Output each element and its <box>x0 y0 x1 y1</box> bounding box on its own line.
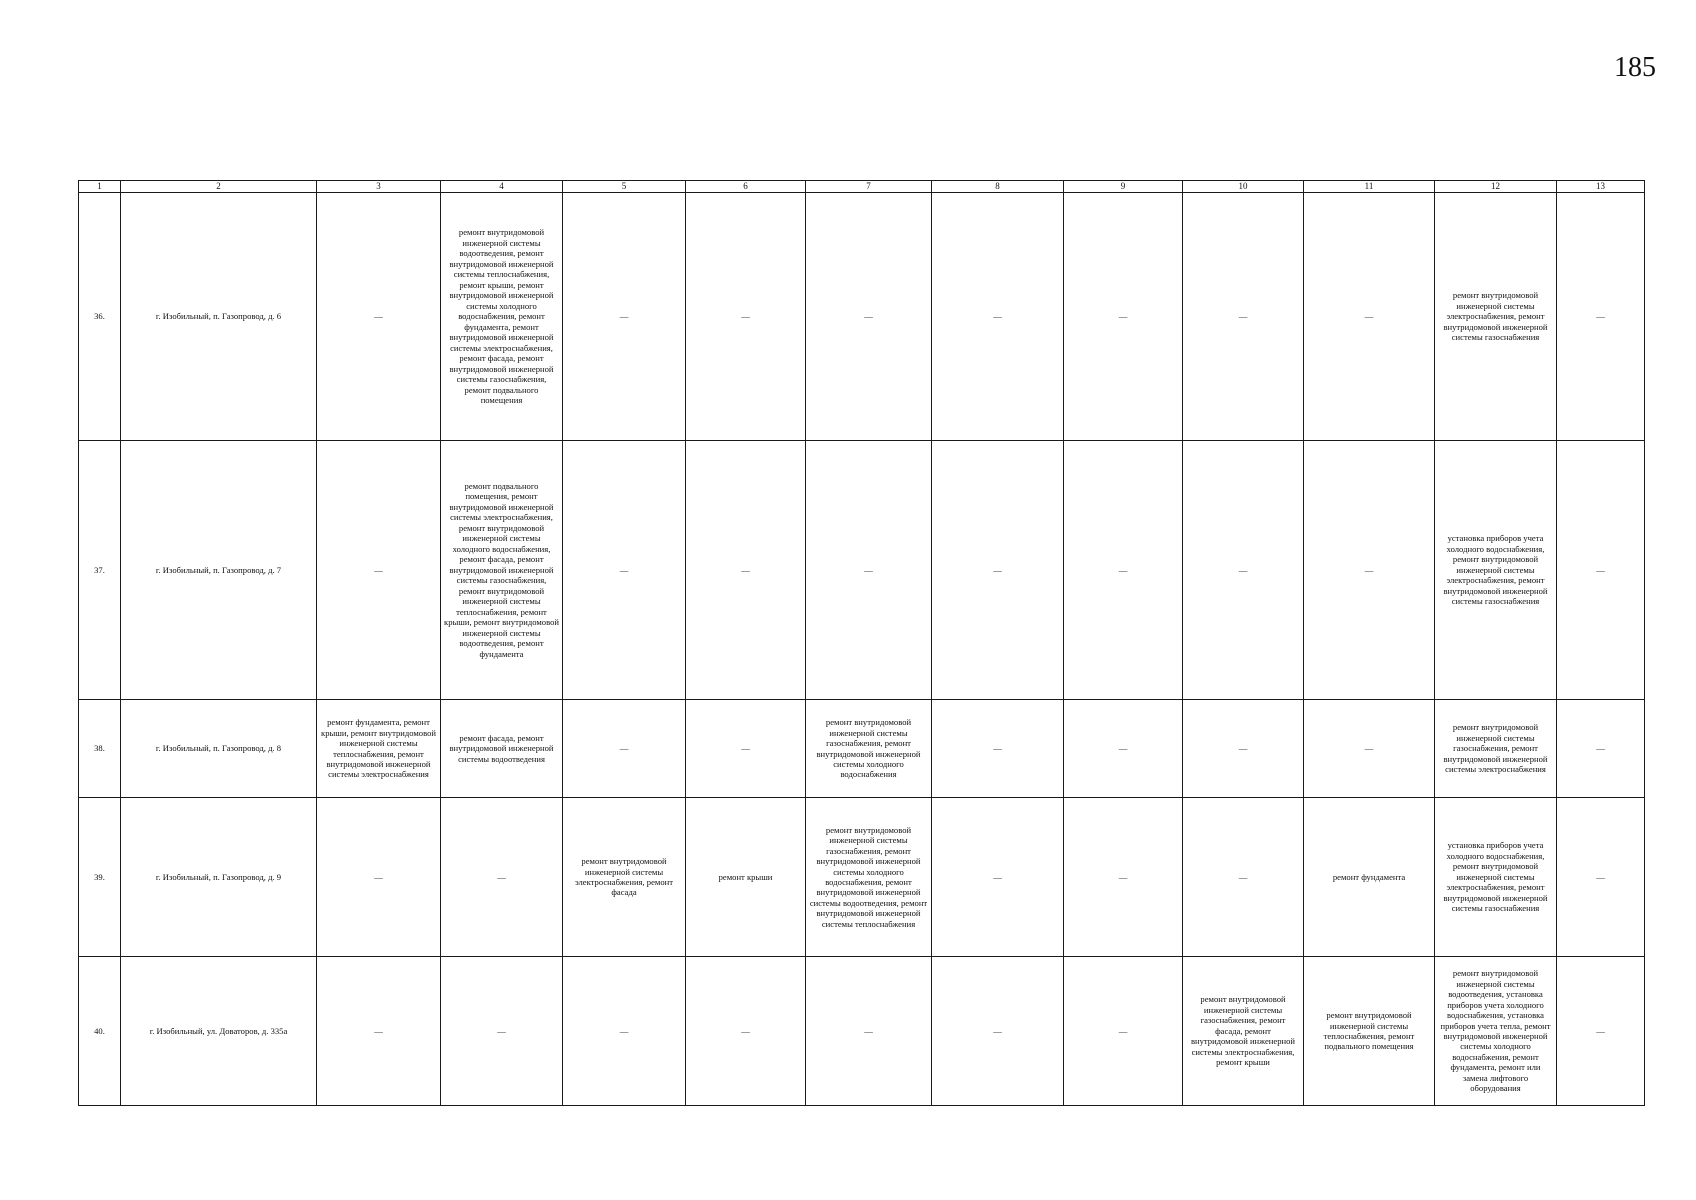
work-cell: — <box>1304 441 1435 700</box>
work-cell: — <box>806 193 932 441</box>
work-cell: — <box>1064 193 1183 441</box>
repair-register-table <box>78 180 1645 1106</box>
work-cell: ремонт фундамента <box>1304 798 1435 957</box>
column-number: 4 <box>441 181 563 193</box>
work-cell: — <box>1064 700 1183 798</box>
work-cell: — <box>317 441 441 700</box>
column-number: 11 <box>1304 181 1435 193</box>
work-cell: — <box>1304 700 1435 798</box>
work-cell: — <box>932 957 1064 1106</box>
column-number-row <box>79 181 1645 193</box>
work-cell: ремонт крыши <box>686 798 806 957</box>
work-cell: — <box>1064 798 1183 957</box>
work-cell: ремонт подвального помещения, ремонт внутридомовой инженерной системы электроснабжения, ремонт внутридомовой инженерной системы холодного водоснабжения, ремонт фасада, ремонт внутридомовой инженерной системы газоснабжения, ремонт внутридомовой инженерной системы теплоснабжения, ремонт крыши, ремонт внутридомовой инженерной системы водоотведения, ремонт фундамента <box>441 441 563 700</box>
column-number: 6 <box>686 181 806 193</box>
work-cell: ремонт внутридомовой инженерной системы водоотведения, ремонт внутридомовой инженерной системы теплоснабжения, ремонт крыши, ремонт внутридомовой инженерной системы холодного водоснабжения, ремонт фундамента, ремонт внутридомовой инженерной системы электроснабжения, ремонт фасада, ремонт внутридомовой инженерной системы газоснабжения, ремонт подвального помещения <box>441 193 563 441</box>
work-cell: — <box>686 193 806 441</box>
work-cell: — <box>317 193 441 441</box>
column-number: 13 <box>1557 181 1645 193</box>
table-row <box>79 193 1645 441</box>
work-cell: — <box>686 441 806 700</box>
work-cell: — <box>317 798 441 957</box>
work-cell: ремонт внутридомовой инженерной системы теплоснабжения, ремонт подвального помещения <box>1304 957 1435 1106</box>
address-cell: г. Изобильный, п. Газопровод, д. 8 <box>121 700 317 798</box>
work-cell: — <box>1183 441 1304 700</box>
page-number: 185 <box>1614 52 1656 83</box>
column-number: 12 <box>1435 181 1557 193</box>
work-cell: — <box>932 193 1064 441</box>
row-number: 38. <box>79 700 121 798</box>
column-number: 8 <box>932 181 1064 193</box>
column-number: 9 <box>1064 181 1183 193</box>
address-cell: г. Изобильный, п. Газопровод, д. 9 <box>121 798 317 957</box>
address-cell: г. Изобильный, п. Газопровод, д. 7 <box>121 441 317 700</box>
work-cell: ремонт внутридомовой инженерной системы электроснабжения, ремонт фасада <box>563 798 686 957</box>
column-number: 10 <box>1183 181 1304 193</box>
work-cell: — <box>1557 798 1645 957</box>
row-number: 37. <box>79 441 121 700</box>
work-cell: — <box>1557 441 1645 700</box>
work-cell: — <box>563 700 686 798</box>
work-cell: — <box>932 798 1064 957</box>
work-cell: — <box>932 700 1064 798</box>
work-cell: — <box>563 957 686 1106</box>
column-number: 1 <box>79 181 121 193</box>
work-cell: — <box>441 957 563 1106</box>
work-cell: ремонт внутридомовой инженерной системы газоснабжения, ремонт внутридомовой инженерной системы холодного водоснабжения <box>806 700 932 798</box>
work-cell: — <box>563 441 686 700</box>
table-row <box>79 441 1645 700</box>
work-cell: ремонт фундамента, ремонт крыши, ремонт внутридомовой инженерной системы теплоснабжения, ремонт внутридомовой инженерной системы электроснабжения <box>317 700 441 798</box>
table-row <box>79 798 1645 957</box>
work-cell: — <box>686 957 806 1106</box>
work-cell: — <box>1064 441 1183 700</box>
column-number: 5 <box>563 181 686 193</box>
work-cell: — <box>1557 193 1645 441</box>
work-cell: ремонт внутридомовой инженерной системы газоснабжения, ремонт внутридомовой инженерной системы холодного водоснабжения, ремонт внутридомовой инженерной системы водоотведения, ремонт внутридомовой инженерной системы теплоснабжения <box>806 798 932 957</box>
column-number: 3 <box>317 181 441 193</box>
work-cell: — <box>1183 798 1304 957</box>
work-cell: ремонт внутридомовой инженерной системы водоотведения, установка приборов учета холодного водоснабжения, установка приборов учета тепла, ремонт внутридомовой инженерной системы холодного водоснабжения, ремонт фундамента, ремонт или замена лифтового оборудования <box>1435 957 1557 1106</box>
row-number: 39. <box>79 798 121 957</box>
work-cell: — <box>1557 957 1645 1106</box>
table-row <box>79 957 1645 1106</box>
work-cell: — <box>1183 700 1304 798</box>
work-cell: — <box>1183 193 1304 441</box>
work-cell: — <box>932 441 1064 700</box>
work-cell: — <box>317 957 441 1106</box>
address-cell: г. Изобильный, ул. Доваторов, д. 335а <box>121 957 317 1106</box>
row-number: 40. <box>79 957 121 1106</box>
work-cell: — <box>441 798 563 957</box>
work-cell: — <box>1557 700 1645 798</box>
work-cell: установка приборов учета холодного водоснабжения, ремонт внутридомовой инженерной системы электроснабжения, ремонт внутридомовой инженерной системы газоснабжения <box>1435 441 1557 700</box>
row-number: 36. <box>79 193 121 441</box>
work-cell: ремонт внутридомовой инженерной системы электроснабжения, ремонт внутридомовой инженерной системы газоснабжения <box>1435 193 1557 441</box>
address-cell: г. Изобильный, п. Газопровод, д. 6 <box>121 193 317 441</box>
work-cell: — <box>1304 193 1435 441</box>
work-cell: ремонт внутридомовой инженерной системы газоснабжения, ремонт внутридомовой инженерной системы электроснабжения <box>1435 700 1557 798</box>
work-cell: — <box>1064 957 1183 1106</box>
work-cell: ремонт фасада, ремонт внутридомовой инженерной системы водоотведения <box>441 700 563 798</box>
work-cell: — <box>806 441 932 700</box>
column-number: 2 <box>121 181 317 193</box>
work-cell: ремонт внутридомовой инженерной системы газоснабжения, ремонт фасада, ремонт внутридомовой инженерной системы электроснабжения, ремонт крыши <box>1183 957 1304 1106</box>
work-cell: — <box>563 193 686 441</box>
column-number: 7 <box>806 181 932 193</box>
work-cell: — <box>806 957 932 1106</box>
table-row <box>79 700 1645 798</box>
work-cell: — <box>686 700 806 798</box>
work-cell: установка приборов учета холодного водоснабжения, ремонт внутридомовой инженерной системы электроснабжения, ремонт внутридомовой инженерной системы газоснабжения <box>1435 798 1557 957</box>
